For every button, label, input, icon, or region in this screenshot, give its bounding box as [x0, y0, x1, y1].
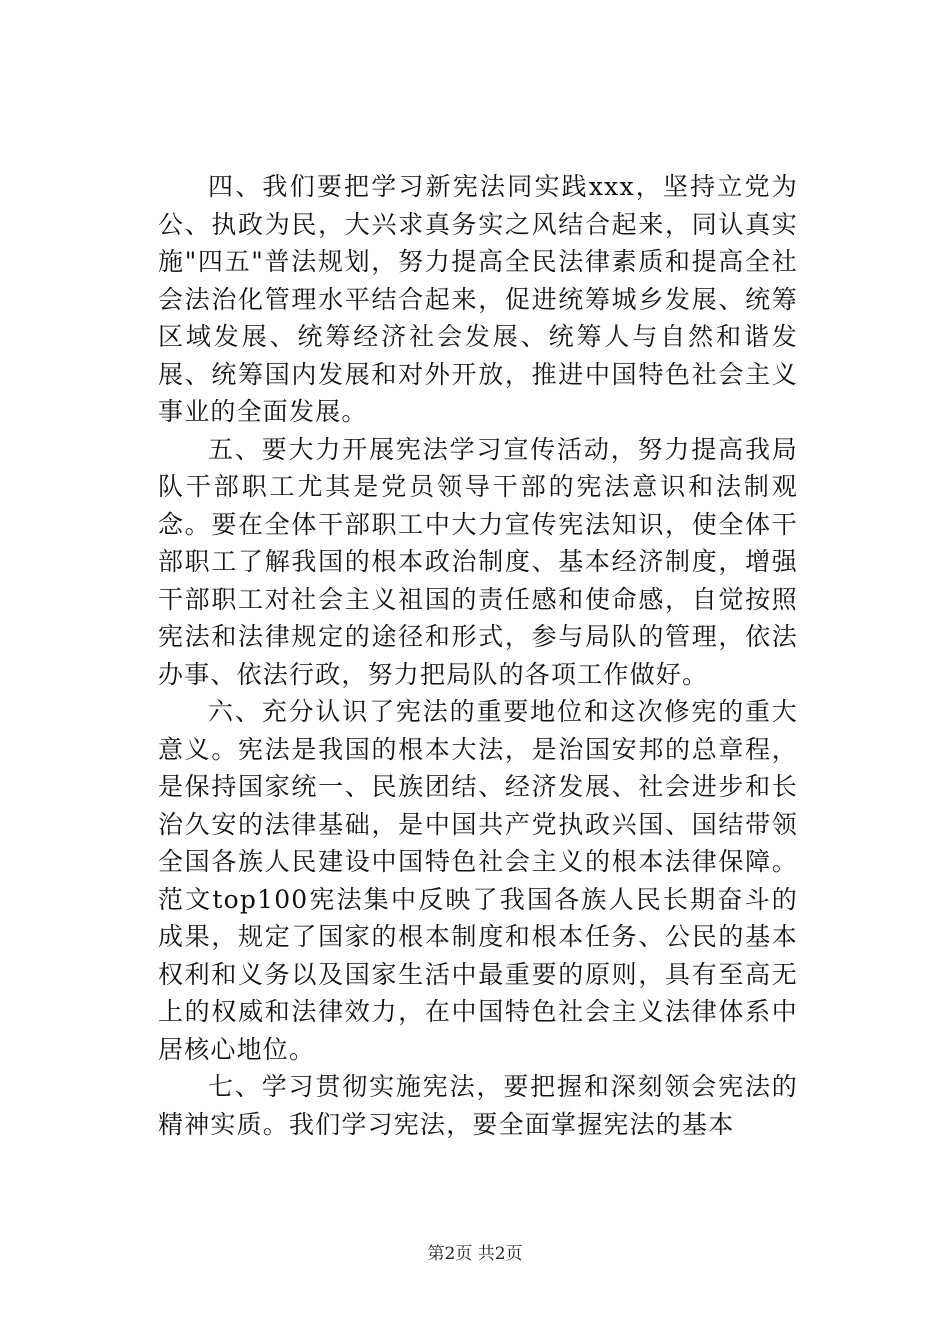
- paragraph-7: 七、学习贯彻实施宪法，要把握和深刻领会宪法的精神实质。我们学习宪法，要全面掌握宪法的基本: [158, 1072, 798, 1139]
- paragraph-6: 六、充分认识了宪法的重要地位和这次修宪的重大意义。宪法是我国的根本大法，是治国安邦的总章程，是保持国家统一、民族团结、经济发展、社会进步和长治久安的法律基础，是中国共产党执政兴国、国结带领全国各族人民建设中国特色社会主义的根本法律保障。范文top100宪法集中反映了我国各族人民长期奋斗的成果，规定了国家的根本制度和根本任务、公民的基本权利和义务以及国家生活中最重要的原则，具有至高无上的权威和法律效力，在中国特色社会主义法律体系中居核心地位。: [158, 697, 798, 1064]
- page-footer: [0, 1243, 950, 1265]
- page-number-label: 第2页 共2页: [427, 1244, 523, 1264]
- paragraph-5: 五、要大力开展宪法学习宣传活动，努力提高我局队干部职工尤其是党员领导干部的宪法意识和法制观念。要在全体干部职工中大力宣传宪法知识，使全体干部职工了解我国的根本政治制度、基本经济制度，增强干部职工对社会主义祖国的责任感和使命感，自觉按照宪法和法律规定的途径和形式，参与局队的管理，依法办事、依法行政，努力把局队的各项工作做好。: [158, 434, 798, 689]
- document-body: [158, 168, 798, 1143]
- paragraph-4: 四、我们要把学习新宪法同实践xxx，坚持立党为公、执政为民，大兴求真务实之风结合起来，同认真实施"四五"普法规划，努力提高全民法律素质和提高全社会法治化管理水平结合起来，促进统筹城乡发展、统筹区域发展、统筹经济社会发展、统筹人与自然和谐发展、统筹国内发展和对外开放，推进中国特色社会主义事业的全面发展。: [158, 172, 798, 426]
